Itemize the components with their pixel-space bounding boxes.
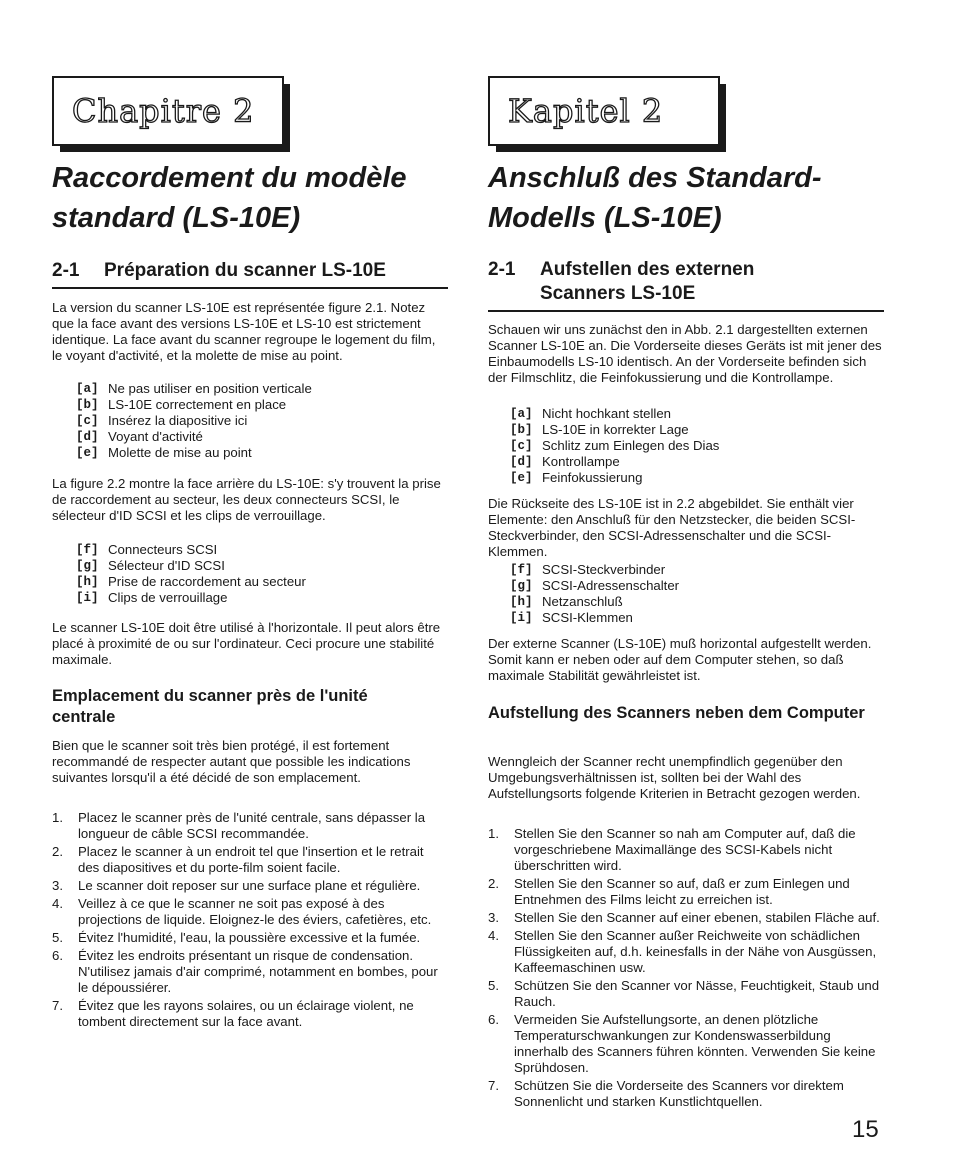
part-key: [c] (510, 439, 533, 453)
step-number: 3. (52, 878, 63, 893)
horizontal-paragraph: Der externe Scanner (LS-10E) muß horizontal aufgestellt werden. Somit kann er neben oder auf dem Computer stehen, so daß maximale Stabilität gewährleistet ist. (488, 636, 872, 683)
list-item (488, 1078, 886, 1110)
section-heading (488, 258, 888, 306)
part-key: [g] (510, 579, 533, 593)
step-number: 6. (52, 948, 63, 963)
list-item (488, 876, 886, 908)
part-item (510, 422, 886, 438)
part-label: Kontrollampe (542, 454, 620, 469)
rear-paragraph: La figure 2.2 montre la face arrière du LS-10E: s'y trouvent la prise de raccordement au secteur, les deux connecteurs SCSI, le sélecteur d'ID SCSI et les clips de verrouillage. (52, 476, 441, 523)
list-item (488, 928, 886, 976)
part-key: [g] (76, 559, 99, 573)
subsection-title: Emplacement du scanner près de l'unité centrale (52, 687, 368, 726)
list-item (488, 978, 886, 1010)
step-number: 2. (52, 844, 63, 859)
chapter-title: Anschluß des Standard-Modells (LS-10E) (488, 162, 822, 234)
part-item (510, 562, 886, 578)
part-key: [c] (76, 414, 99, 428)
step-text: Stellen Sie den Scanner so auf, daß er zum Einlegen und Entnehmen des Films leicht zu erreichen ist. (514, 876, 850, 907)
part-label: Molette de mise au point (108, 445, 252, 460)
subsection-intro: Bien que le scanner soit très bien protégé, il est fortement recommandé de respecter autant que possible les indications suivantes lorsqu'il a été décidé de son emplacement. (52, 738, 411, 785)
step-number: 4. (488, 928, 499, 943)
step-number: 1. (488, 826, 499, 841)
step-text: Stellen Sie den Scanner so nah am Computer auf, daß die vorgeschriebene Maximallänge des SCSI-Kabels nicht überschritten wird. (514, 826, 856, 873)
part-item (76, 413, 446, 429)
section-rule (488, 310, 884, 312)
part-key: [b] (510, 423, 533, 437)
part-label: Connecteurs SCSI (108, 542, 218, 557)
part-item (510, 454, 886, 470)
part-item (76, 445, 446, 461)
list-item (52, 948, 446, 996)
placement-steps (488, 826, 886, 1112)
part-label: SCSI-Klemmen (542, 610, 633, 625)
rear-parts-list (510, 562, 886, 626)
part-key: [e] (76, 446, 99, 460)
part-item (510, 406, 886, 422)
part-key: [h] (510, 595, 533, 609)
step-text: Stellen Sie den Scanner auf einer ebenen, stabilen Fläche auf. (514, 910, 880, 925)
part-label: Schlitz zum Einlegen des Dias (542, 438, 720, 453)
step-number: 6. (488, 1012, 499, 1027)
part-item (76, 590, 446, 606)
part-item (510, 610, 886, 626)
list-item (52, 810, 446, 842)
step-number: 2. (488, 876, 499, 891)
part-key: [i] (76, 591, 99, 605)
list-item (52, 998, 446, 1030)
step-text: Évitez les endroits présentant un risque de condensation. N'utilisez jamais d'air comprimé, notamment en bombes, pour le dépoussiérer. (78, 948, 438, 995)
step-text: Placez le scanner à un endroit tel que l'insertion et le retrait des diapositives et du porte-film soient facile. (78, 844, 424, 875)
part-key: [f] (510, 563, 533, 577)
part-label: Netzanschluß (542, 594, 623, 609)
part-key: [d] (76, 430, 99, 444)
horizontal-paragraph: Le scanner LS-10E doit être utilisé à l'horizontale. Il peut alors être placé à proximité de ou sur l'ordinateur. Ceci procure une stabilité maximale. (52, 620, 441, 667)
part-item (510, 438, 886, 454)
list-item (52, 878, 446, 894)
part-key: [b] (76, 398, 99, 412)
part-label: Sélecteur d'ID SCSI (108, 558, 225, 573)
chapter-label: Chapitre 2 (72, 92, 255, 130)
step-number: 4. (52, 896, 63, 911)
part-item (76, 429, 446, 445)
part-label: LS-10E in korrekter Lage (542, 422, 689, 437)
rear-parts-list (76, 542, 446, 606)
front-parts-list (76, 381, 446, 461)
section-rule (52, 287, 448, 289)
part-item (76, 381, 446, 397)
chapter-box (488, 76, 720, 146)
subsection-intro: Wenngleich der Scanner recht unempfindlich gegenüber den Umgebungsverhältnissen ist, sollten bei der Wahl des Aufstellungsorts folgende Kriterien in Betracht gezogen werden. (488, 754, 861, 801)
section-title: Préparation du scanner LS-10E (104, 260, 386, 281)
step-text: Évitez l'humidité, l'eau, la poussière excessive et la fumée. (78, 930, 421, 945)
part-label: Prise de raccordement au secteur (108, 574, 306, 589)
list-item (52, 930, 446, 946)
chapter-label: Kapitel 2 (508, 92, 664, 130)
part-label: Ne pas utiliser en position verticale (108, 381, 312, 396)
chapter-box (52, 76, 284, 146)
part-key: [a] (510, 407, 533, 421)
chapter-title: Raccordement du modèle standard (LS-10E) (52, 162, 407, 234)
step-text: Schützen Sie die Vorderseite des Scanners vor direktem Sonnenlicht und starken Kunstlichtquellen. (514, 1078, 844, 1109)
part-item (76, 574, 446, 590)
intro-paragraph: La version du scanner LS-10E est représentée figure 2.1. Notez que la face avant des versions LS-10E et LS-10 est strictement identique. La face avant du scanner regroupe le logement du film, le voyant d'activité, et la molette de mise au point. (52, 300, 436, 363)
placement-steps (52, 810, 446, 1032)
part-item (76, 542, 446, 558)
step-text: Placez le scanner près de l'unité centrale, sans dépasser la longueur de câble SCSI recommandée. (78, 810, 426, 841)
part-label: SCSI-Steckverbinder (542, 562, 666, 577)
section-number: 2-1 (52, 260, 80, 281)
part-key: [h] (76, 575, 99, 589)
part-key: [d] (510, 455, 533, 469)
section-heading (52, 259, 448, 283)
rear-paragraph: Die Rückseite des LS-10E ist in 2.2 abgebildet. Sie enthält vier Elemente: den Anschluß für den Netzstecker, die beiden SCSI-Steckverbinder, den SCSI-Adressenschalter und die SCSI-Klemmen. (488, 496, 856, 559)
page-number: 15 (852, 1116, 879, 1143)
part-item (510, 470, 886, 486)
step-text: Évitez que les rayons solaires, ou un éclairage violent, ne tombent directement sur la face avant. (78, 998, 414, 1029)
subsection-title: Aufstellung des Scanners neben dem Computer (488, 704, 865, 722)
part-item (510, 594, 886, 610)
step-number: 1. (52, 810, 63, 825)
intro-paragraph: Schauen wir uns zunächst den in Abb. 2.1 dargestellten externen Scanner LS-10E an. Die Vorderseite dieses Geräts ist mit jener des Einbaumodells LS-10 identisch. An der Vorderseite befinden sich der Filmschlitz, die Feinfokussierung und die Kontrollampe. (488, 322, 882, 385)
part-key: [i] (510, 611, 533, 625)
part-item (76, 397, 446, 413)
step-text: Vermeiden Sie Aufstellungsorte, an denen plötzliche Temperaturschwankungen zur Kondenswasserbildung innerhalb des Scanners führen könnten. Verwenden Sie keine Sprühdosen. (514, 1012, 876, 1075)
section-title: Aufstellen des externen Scanners LS-10E (540, 259, 755, 304)
step-number: 3. (488, 910, 499, 925)
part-label: Nicht hochkant stellen (542, 406, 672, 421)
part-label: Feinfokussierung (542, 470, 643, 485)
step-number: 5. (488, 978, 499, 993)
part-item (76, 558, 446, 574)
step-text: Veillez à ce que le scanner ne soit pas exposé à des projections de liquide. Eloignez-le des éviers, cafetières, etc. (78, 896, 432, 927)
part-label: Insérez la diapositive ici (108, 413, 248, 428)
part-key: [a] (76, 382, 99, 396)
list-item (488, 1012, 886, 1076)
section-number: 2-1 (488, 259, 516, 280)
part-label: Clips de verrouillage (108, 590, 228, 605)
list-item (52, 844, 446, 876)
part-label: Voyant d'activité (108, 429, 203, 444)
list-item (488, 910, 886, 926)
step-text: Stellen Sie den Scanner außer Reichweite von schädlichen Flüssigkeiten auf, d.h. keinesfalls in der Nähe von Ausgüssen, Kaffeemaschinen usw. (514, 928, 877, 975)
part-label: LS-10E correctement en place (108, 397, 287, 412)
part-key: [e] (510, 471, 533, 485)
list-item (488, 826, 886, 874)
step-number: 5. (52, 930, 63, 945)
front-parts-list (510, 406, 886, 486)
step-number: 7. (52, 998, 63, 1013)
step-text: Le scanner doit reposer sur une surface plane et régulière. (78, 878, 421, 893)
step-text: Schützen Sie den Scanner vor Nässe, Feuchtigkeit, Staub und Rauch. (514, 978, 880, 1009)
part-item (510, 578, 886, 594)
list-item (52, 896, 446, 928)
part-key: [f] (76, 543, 99, 557)
step-number: 7. (488, 1078, 499, 1093)
part-label: SCSI-Adressenschalter (542, 578, 680, 593)
